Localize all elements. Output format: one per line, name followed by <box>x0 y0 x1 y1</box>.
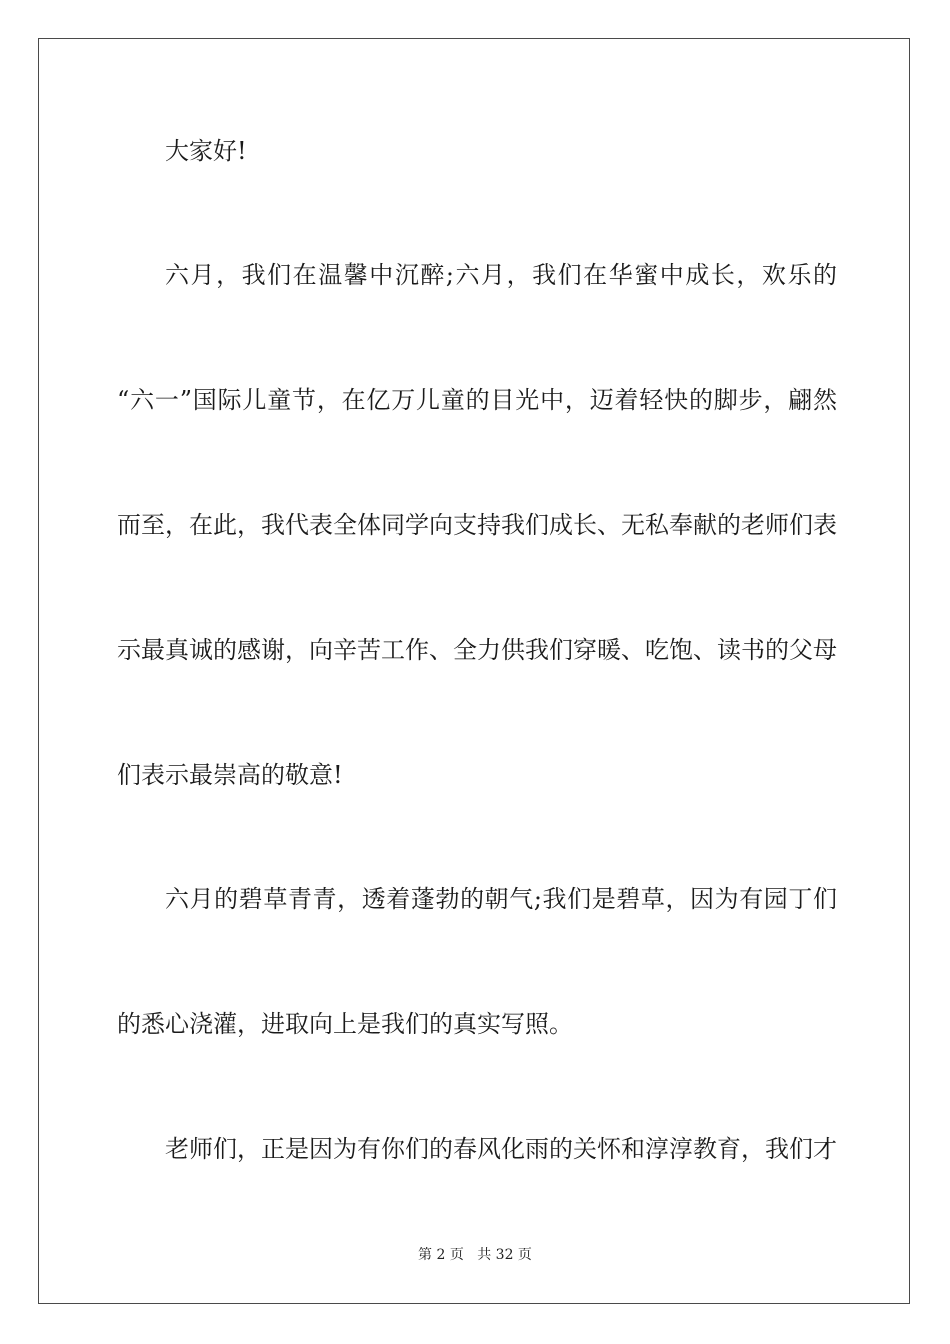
paragraph-1-line-5: 们表示最崇高的敬意! <box>117 761 343 789</box>
page-number: 第 2 页 <box>418 1247 464 1263</box>
paragraph-2-line-2: 的悉心浇灌，进取向上是我们的真实写照。 <box>117 1010 573 1038</box>
paragraph-3-line-1: 老师们，正是因为有你们的春风化雨的关怀和淳淳教育，我们才 <box>165 1135 837 1163</box>
paragraph-1-line-1: 六月，我们在温馨中沉醉;六月，我们在华蜜中成长，欢乐的 <box>165 261 837 289</box>
greeting-line: 大家好! <box>165 137 247 165</box>
paragraph-1-line-2: “六一”国际儿童节，在亿万儿童的目光中，迈着轻快的脚步，翩然 <box>117 386 837 414</box>
page-border <box>38 38 910 1304</box>
paragraph-1-line-3: 而至，在此，我代表全体同学向支持我们成长、无私奉献的老师们表 <box>117 511 837 539</box>
paragraph-2-line-1: 六月的碧草青青，透着蓬勃的朝气;我们是碧草，因为有园丁们 <box>165 885 837 913</box>
page-total: 共 32 页 <box>477 1247 532 1263</box>
paragraph-1-line-4: 示最真诚的感谢，向辛苦工作、全力供我们穿暖、吃饱、读书的父母 <box>117 636 837 664</box>
page-footer <box>0 1245 950 1265</box>
